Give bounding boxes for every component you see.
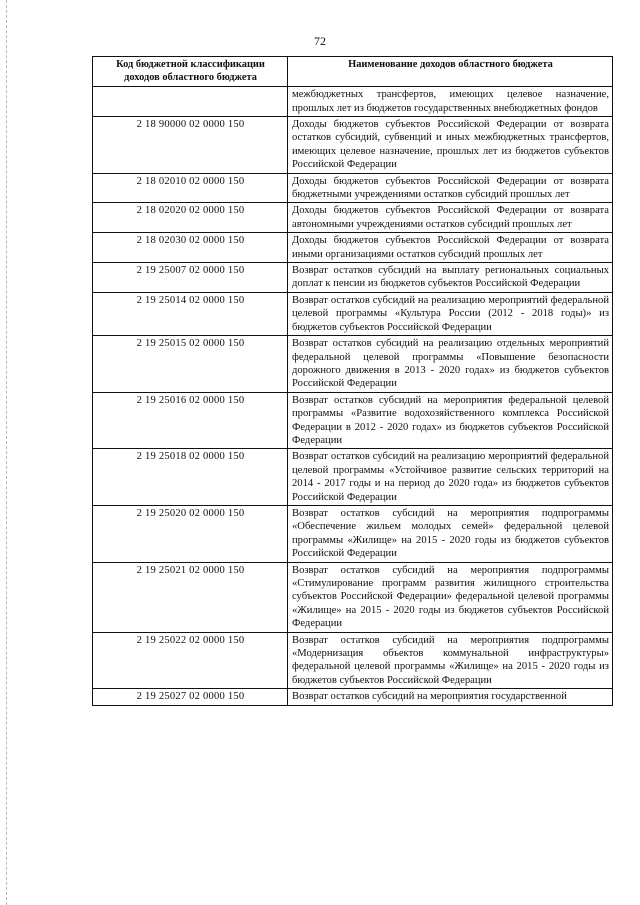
- revenue-name: Возврат остатков субсидий на выплату региональных социальных доплат к пенсии из бюджетов субъектов Российской Федерации: [288, 263, 613, 293]
- budget-code: [93, 87, 288, 117]
- budget-code: 2 18 90000 02 0000 150: [93, 117, 288, 174]
- budget-code: 2 19 25015 02 0000 150: [93, 336, 288, 393]
- budget-code: 2 19 25027 02 0000 150: [93, 689, 288, 705]
- table-row: [93, 562, 613, 632]
- table-row: [93, 336, 613, 393]
- table-header-row: [93, 57, 613, 87]
- budget-code: 2 18 02010 02 0000 150: [93, 173, 288, 203]
- revenue-name: Возврат остатков субсидий на мероприятия подпрограммы «Модернизация объектов коммунальной инфраструктуры» федеральной целевой программы «Жилище» на 2015 - 2020 годы из бюджетов субъектов Российской Федерации: [288, 632, 613, 689]
- table-row: [93, 263, 613, 293]
- budget-revenue-table: [92, 56, 613, 706]
- budget-code: 2 18 02030 02 0000 150: [93, 233, 288, 263]
- header-name: Наименование доходов областного бюджета: [288, 57, 613, 87]
- table-row: [93, 203, 613, 233]
- table-row: [93, 117, 613, 174]
- revenue-name: Возврат остатков субсидий на мероприятия федеральной целевой программы «Развитие водохозяйственного комплекса Российской Федерации в 2012 - 2020 годах» из бюджетов субъектов Российской Федерации: [288, 392, 613, 449]
- table-row: [93, 632, 613, 689]
- revenue-name: Возврат остатков субсидий на реализацию мероприятий федеральной целевой программы «Устойчивое развитие сельских территорий на 2014 - 2017 годы и на период до 2020 года» из бюджетов субъектов Российской Федерации: [288, 449, 613, 506]
- revenue-name: Возврат остатков субсидий на реализацию отдельных мероприятий федеральной целевой программы «Повышение безопасности дорожного движения в 2013 - 2020 годах» из бюджетов субъектов Российской Федерации: [288, 336, 613, 393]
- budget-code: 2 19 25007 02 0000 150: [93, 263, 288, 293]
- revenue-name: Доходы бюджетов субъектов Российской Федерации от возврата автономными учреждениями остатков субсидий прошлых лет: [288, 203, 613, 233]
- table-row: [93, 233, 613, 263]
- table-row: [93, 292, 613, 335]
- budget-code: 2 19 25014 02 0000 150: [93, 292, 288, 335]
- table-row: [93, 87, 613, 117]
- header-code: Код бюджетной классификации доходов областного бюджета: [93, 57, 288, 87]
- table-row: [93, 689, 613, 705]
- budget-code: 2 19 25018 02 0000 150: [93, 449, 288, 506]
- budget-code: 2 19 25020 02 0000 150: [93, 505, 288, 562]
- revenue-name: Возврат остатков субсидий на мероприятия подпрограммы «Стимулирование программ развития жилищного строительства субъектов Российской Федерации» федеральной целевой программы «Жилище» на 2015 - 2020 годы из бюджетов субъектов Российской Федерации: [288, 562, 613, 632]
- revenue-name: Доходы бюджетов субъектов Российской Федерации от возврата остатков субсидий, субвенций и иных межбюджетных трансфертов, имеющих целевое назначение, прошлых лет из бюджетов субъектов Российской Федерации: [288, 117, 613, 174]
- budget-code: 2 18 02020 02 0000 150: [93, 203, 288, 233]
- revenue-name: Доходы бюджетов субъектов Российской Федерации от возврата иными организациями остатков субсидий прошлых лет: [288, 233, 613, 263]
- table-row: [93, 392, 613, 449]
- table-row: [93, 173, 613, 203]
- budget-code: 2 19 25021 02 0000 150: [93, 562, 288, 632]
- budget-code: 2 19 25016 02 0000 150: [93, 392, 288, 449]
- scan-left-edge: [6, 0, 7, 905]
- revenue-name: межбюджетных трансфертов, имеющих целевое назначение, прошлых лет из бюджетов государственных внебюджетных фондов: [288, 87, 613, 117]
- table-row: [93, 505, 613, 562]
- revenue-name: Доходы бюджетов субъектов Российской Федерации от возврата бюджетными учреждениями остатков субсидий прошлых лет: [288, 173, 613, 203]
- revenue-name: Возврат остатков субсидий на мероприятия государственной: [288, 689, 613, 705]
- page-number: 72: [314, 34, 326, 48]
- table-row: [93, 449, 613, 506]
- revenue-name: Возврат остатков субсидий на реализацию мероприятий федеральной целевой программы «Культура России (2012 - 2018 годы)» из бюджетов субъектов Российской Федерации: [288, 292, 613, 335]
- revenue-name: Возврат остатков субсидий на мероприятия подпрограммы «Обеспечение жильем молодых семей» федеральной целевой программы «Жилище» на 2015 - 2020 годы из бюджетов субъектов Российской Федерации: [288, 505, 613, 562]
- budget-code: 2 19 25022 02 0000 150: [93, 632, 288, 689]
